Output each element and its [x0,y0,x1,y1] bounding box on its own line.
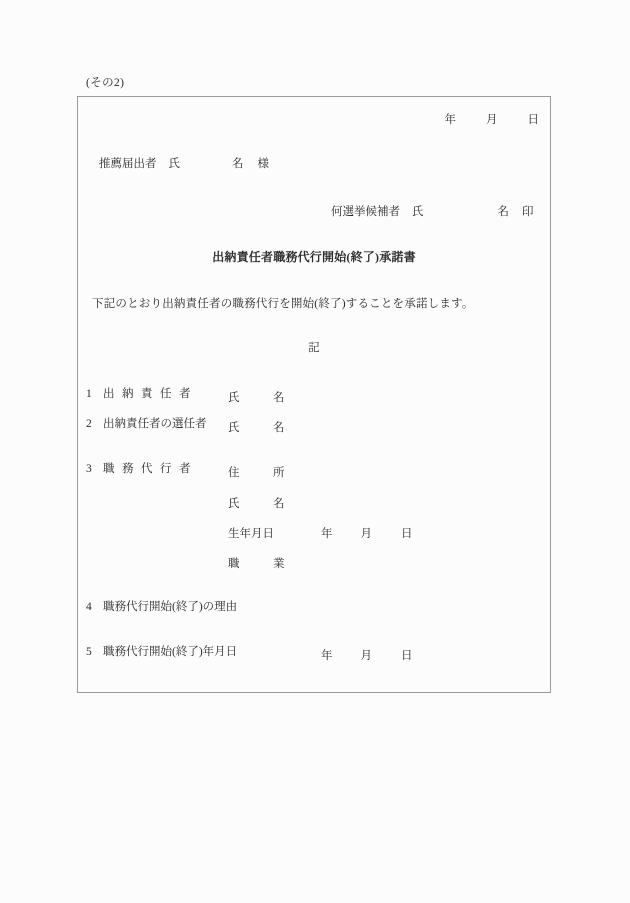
item-5-label: 職務代行開始(終了)年月日 [103,646,238,658]
item-2-label: 出納責任者の選任者 [103,418,207,430]
day-label: 日 [527,114,539,126]
item-5-day-label: 日 [401,650,413,662]
item-3-field-occupation [228,555,296,571]
ki-mark: 記 [308,342,320,354]
item-1-number: 1 [86,388,92,400]
item-3-month-label: 月 [360,528,372,540]
item-5-year-label: 年 [321,650,333,662]
item-1-label: 出納責任者 [103,388,198,400]
item-2-number: 2 [86,418,92,430]
item-5-row [86,647,237,659]
item-3-address-label: 住 所 [228,467,296,479]
item-5-month-label: 月 [360,650,372,662]
item-4-label: 職務代行開始(終了)の理由 [103,601,238,613]
item-3-row [86,464,198,476]
item-3-name-label: 氏 名 [228,498,296,510]
item-3-day-label: 日 [401,528,413,540]
sheet-label: (その2) [86,77,125,89]
item-1-field [228,389,296,405]
item-3-field-address [228,464,296,480]
addressee-line [99,159,269,171]
candidate-shi-label: 氏 [412,206,424,218]
form-border-box [77,96,551,693]
addressee-shi-label: 氏 [168,158,180,170]
item-3-number: 3 [86,463,92,475]
year-label: 年 [444,114,456,126]
item-3-year-label: 年 [321,528,333,540]
item-3-label: 職務代行者 [103,463,198,475]
item-3-field-name [228,495,296,511]
date-line-top [445,115,540,127]
item-1-row [86,389,198,401]
candidate-line [331,207,534,219]
candidate-role: 何選挙候補者 [331,206,400,218]
consent-statement: 下記のとおり出納責任者の職務代行を開始(終了)することを承諾します。 [92,298,474,310]
item-4-number: 4 [86,601,92,613]
item-3-occupation-label: 職 業 [228,558,296,570]
seal-label: 印 [522,206,534,218]
item-2-field [228,419,296,435]
month-label: 月 [486,114,498,126]
addressee-na-label: 名 [232,158,244,170]
addressee-honorific: 様 [257,158,269,170]
item-5-number: 5 [86,646,92,658]
item-3-birthdate-label: 生年月日 [228,528,274,540]
item-3-birthdate-line [321,525,413,541]
item-4-row [86,602,237,614]
item-5-date-line [321,647,413,663]
addressee-role: 推薦届出者 [99,158,157,170]
document-title: 出納責任者職務代行開始(終了)承諾書 [212,250,416,264]
item-2-row [86,419,207,431]
item-1-field-label: 氏 名 [228,392,296,404]
item-3-field-birthdate [228,525,274,541]
item-2-field-label: 氏 名 [228,422,296,434]
candidate-na-label: 名 [497,206,509,218]
